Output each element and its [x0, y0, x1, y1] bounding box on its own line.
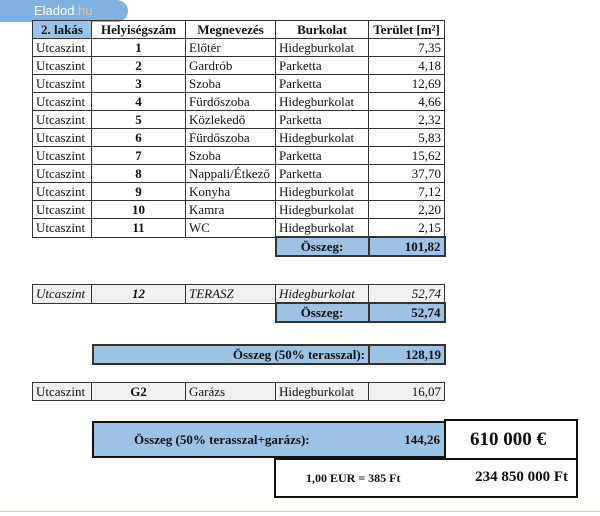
garage-level: Utcaszint: [33, 383, 92, 401]
room-row: [33, 111, 445, 129]
row-area: 2,20: [369, 201, 445, 219]
room-row: [33, 93, 445, 111]
row-flooring: Hidegburkolat: [276, 39, 369, 57]
row-flooring: Parketta: [276, 147, 369, 165]
room-row: [33, 57, 445, 75]
row-name: Szoba: [186, 75, 276, 93]
header-name: Megnevezés: [186, 21, 276, 39]
row-area: 4,66: [369, 93, 445, 111]
terrace-sum-row: [33, 303, 445, 322]
row-name: WC: [186, 219, 276, 238]
sum-terrace-value: 128,19: [369, 345, 445, 364]
row-area: 37,70: [369, 165, 445, 183]
total-value: 144,26: [404, 432, 440, 447]
row-flooring: Hidegburkolat: [276, 183, 369, 201]
price-eur-box: [444, 419, 578, 460]
total-box: [92, 421, 446, 458]
row-level: Utcaszint: [33, 57, 92, 75]
row-name: Előtér: [186, 39, 276, 57]
site-tld: .hu: [74, 3, 93, 18]
room-row: [33, 165, 445, 183]
row-level: Utcaszint: [33, 219, 92, 238]
row-level: Utcaszint: [33, 129, 92, 147]
garage-area: 16,07: [369, 383, 445, 401]
row-flooring: Parketta: [276, 165, 369, 183]
row-level: Utcaszint: [33, 147, 92, 165]
exchange-box: [274, 458, 578, 498]
header-level: 2. lakás: [33, 21, 92, 39]
price-huf: 234 850 000 Ft: [475, 469, 568, 485]
terrace-sum-value: 52,74: [369, 303, 445, 322]
header-flooring: Burkolat: [276, 21, 369, 39]
garage-row: [33, 383, 445, 401]
row-area: 15,62: [369, 147, 445, 165]
room-row: [33, 129, 445, 147]
row-number: 1: [92, 39, 186, 57]
row-number: 2: [92, 57, 186, 75]
header-area: Terület [m²]: [369, 21, 445, 39]
row-name: Közlekedő: [186, 111, 276, 129]
row-area: 12,69: [369, 75, 445, 93]
terrace-number: 12: [92, 285, 186, 304]
row-level: Utcaszint: [33, 93, 92, 111]
row-flooring: Parketta: [276, 111, 369, 129]
row-level: Utcaszint: [33, 39, 92, 57]
terrace-name: TERASZ: [186, 285, 276, 304]
row-flooring: Hidegburkolat: [276, 219, 369, 238]
garage-flooring: Hidegburkolat: [276, 383, 369, 401]
room-row: [33, 75, 445, 93]
row-name: Nappali/Étkező: [186, 165, 276, 183]
terrace-level: Utcaszint: [33, 285, 92, 304]
row-name: Fürdőszoba: [186, 93, 276, 111]
row-flooring: Parketta: [276, 57, 369, 75]
price-eur: 610 000 €: [470, 429, 546, 450]
row-flooring: Hidegburkolat: [276, 201, 369, 219]
row-number: 9: [92, 183, 186, 201]
row-level: Utcaszint: [33, 183, 92, 201]
sum-terrace-table: [92, 344, 446, 365]
room-row: [33, 147, 445, 165]
row-level: Utcaszint: [33, 165, 92, 183]
row-flooring: Parketta: [276, 75, 369, 93]
terrace-table: [32, 284, 446, 323]
garage-number: G2: [92, 383, 186, 401]
row-level: Utcaszint: [33, 75, 92, 93]
row-name: Kamra: [186, 201, 276, 219]
sum-row: [33, 237, 445, 256]
row-area: 2,32: [369, 111, 445, 129]
garage-name: Garázs: [186, 383, 276, 401]
header-row: [33, 21, 445, 39]
room-row: [33, 39, 445, 57]
terrace-flooring: Hidegburkolat: [276, 285, 369, 304]
sum-label: Összeg:: [276, 237, 369, 256]
row-level: Utcaszint: [33, 111, 92, 129]
row-flooring: Hidegburkolat: [276, 129, 369, 147]
footer-divider: [0, 511, 600, 512]
row-area: 4,18: [369, 57, 445, 75]
row-number: 7: [92, 147, 186, 165]
row-area: 5,83: [369, 129, 445, 147]
terrace-area: 52,74: [369, 285, 445, 304]
row-area: 2,15: [369, 219, 445, 238]
room-row: [33, 183, 445, 201]
site-name: Eladod: [34, 3, 75, 18]
row-name: Szoba: [186, 147, 276, 165]
row-number: 3: [92, 75, 186, 93]
header-room-number: Helyiségszám: [92, 21, 186, 39]
total-label: Összeg (50% terasszal+garázs):: [134, 432, 310, 447]
terrace-row: [33, 285, 445, 304]
exchange-rate: 1,00 EUR = 385 Ft: [306, 471, 401, 485]
row-number: 5: [92, 111, 186, 129]
row-number: 10: [92, 201, 186, 219]
row-name: Fürdőszoba: [186, 129, 276, 147]
rooms-table: [32, 20, 446, 257]
terrace-sum-label: Összeg:: [276, 303, 369, 322]
row-number: 4: [92, 93, 186, 111]
room-row: [33, 201, 445, 219]
row-number: 8: [92, 165, 186, 183]
sum-terrace-label: Összeg (50% terasszal):: [93, 345, 369, 364]
row-flooring: Hidegburkolat: [276, 93, 369, 111]
site-logo-badge[interactable]: [0, 0, 128, 22]
row-level: Utcaszint: [33, 201, 92, 219]
row-number: 11: [92, 219, 186, 238]
garage-table: [32, 382, 445, 401]
row-area: 7,35: [369, 39, 445, 57]
row-number: 6: [92, 129, 186, 147]
sum-value: 101,82: [369, 237, 445, 256]
row-area: 7,12: [369, 183, 445, 201]
row-name: Konyha: [186, 183, 276, 201]
row-name: Gardrób: [186, 57, 276, 75]
room-row: [33, 219, 445, 238]
